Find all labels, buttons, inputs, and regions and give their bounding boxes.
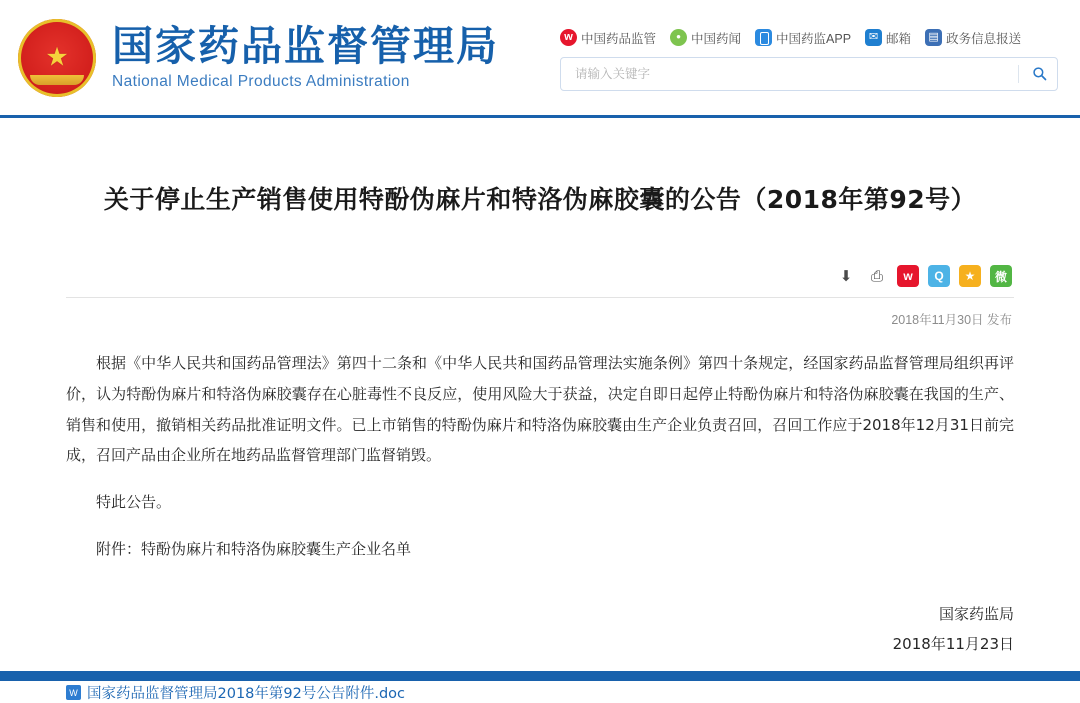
share-favorite-icon[interactable]: ★ <box>959 265 981 287</box>
signature-date: 2018年11月23日 <box>892 635 1014 654</box>
doc-file-icon: W <box>66 685 81 700</box>
search-button[interactable] <box>1027 62 1051 86</box>
site-header <box>0 0 1080 118</box>
mail-icon <box>865 29 882 46</box>
attachment-row[interactable] <box>66 660 1014 703</box>
quicklink-weibo[interactable] <box>560 29 656 47</box>
header-right <box>560 25 1058 91</box>
share-qzone-icon[interactable]: Q <box>928 265 950 287</box>
search-input[interactable] <box>573 66 1014 82</box>
news-icon <box>670 29 687 46</box>
page-title: 关于停止生产销售使用特酚伪麻片和特洛伪麻胶囊的公告（2018年第92号） <box>103 184 977 214</box>
signature-organization: 国家药监局 <box>938 604 1014 623</box>
quicklink-mail[interactable] <box>865 29 911 47</box>
quicklink-label: 邮箱 <box>886 31 912 46</box>
article-body <box>66 328 1014 565</box>
quicklink-news[interactable] <box>670 29 741 47</box>
search-divider <box>1018 65 1019 83</box>
footer-bar <box>0 671 1080 681</box>
print-icon[interactable]: ⎙ <box>870 267 883 285</box>
article-attachment-note: 附件：特酚伪麻片和特洛伪麻胶囊生产企业名单 <box>96 539 412 558</box>
quick-links <box>560 29 1058 47</box>
report-icon <box>925 29 942 46</box>
search-icon <box>1032 66 1047 81</box>
article-paragraph: 特此公告。 <box>96 493 172 511</box>
mobile-app-icon <box>755 29 772 46</box>
quicklink-label: 中国药监APP <box>776 31 852 46</box>
quicklink-label: 中国药闻 <box>691 31 742 46</box>
article-toolbar <box>66 261 1014 291</box>
attachment-link[interactable]: 国家药品监督管理局2018年第92号公告附件.doc <box>87 686 406 702</box>
quicklink-report[interactable] <box>925 29 1021 47</box>
weibo-icon <box>560 29 577 46</box>
quicklink-label: 政务信息报送 <box>946 31 1022 46</box>
download-icon[interactable]: ⬇ <box>839 268 853 285</box>
brand-title-en: National Medical Products Administration <box>112 72 410 90</box>
article-paragraph: 根据《中华人民共和国药品管理法》第四十二条和《中华人民共和国药品管理法实施条例》第四十条规定，经国家药品监督管理局组织再评价，认为特酚伪麻片和特洛伪麻胶囊存在心脏毒性不良反应，使用风险大于获益，决定自即日起停止特酚伪麻片和特洛伪麻胶囊在我国的生产、销售和使用，撤销相关药品批准证明文件。已上市销售的特酚伪麻片和特洛伪麻胶囊由生产企业负责召回，召回工作应于2018年12月31日前完成，召回产品由企业所在地药品监督管理部门监督销毁。 <box>66 354 1014 465</box>
site-brand[interactable] <box>112 24 499 91</box>
quicklink-label: 中国药品监管 <box>581 31 657 46</box>
share-wechat-icon[interactable]: 微 <box>990 265 1012 287</box>
publish-date: 2018年11月30日 发布 <box>891 313 1012 327</box>
search-bar[interactable] <box>560 57 1058 91</box>
article-signature <box>66 581 1014 661</box>
share-weibo-icon[interactable]: w <box>897 265 919 287</box>
article-page <box>0 135 1080 703</box>
national-emblem-icon <box>18 19 96 97</box>
brand-title-cn: 国家药品监督管理局 <box>112 22 499 71</box>
quicklink-app[interactable] <box>755 29 851 47</box>
